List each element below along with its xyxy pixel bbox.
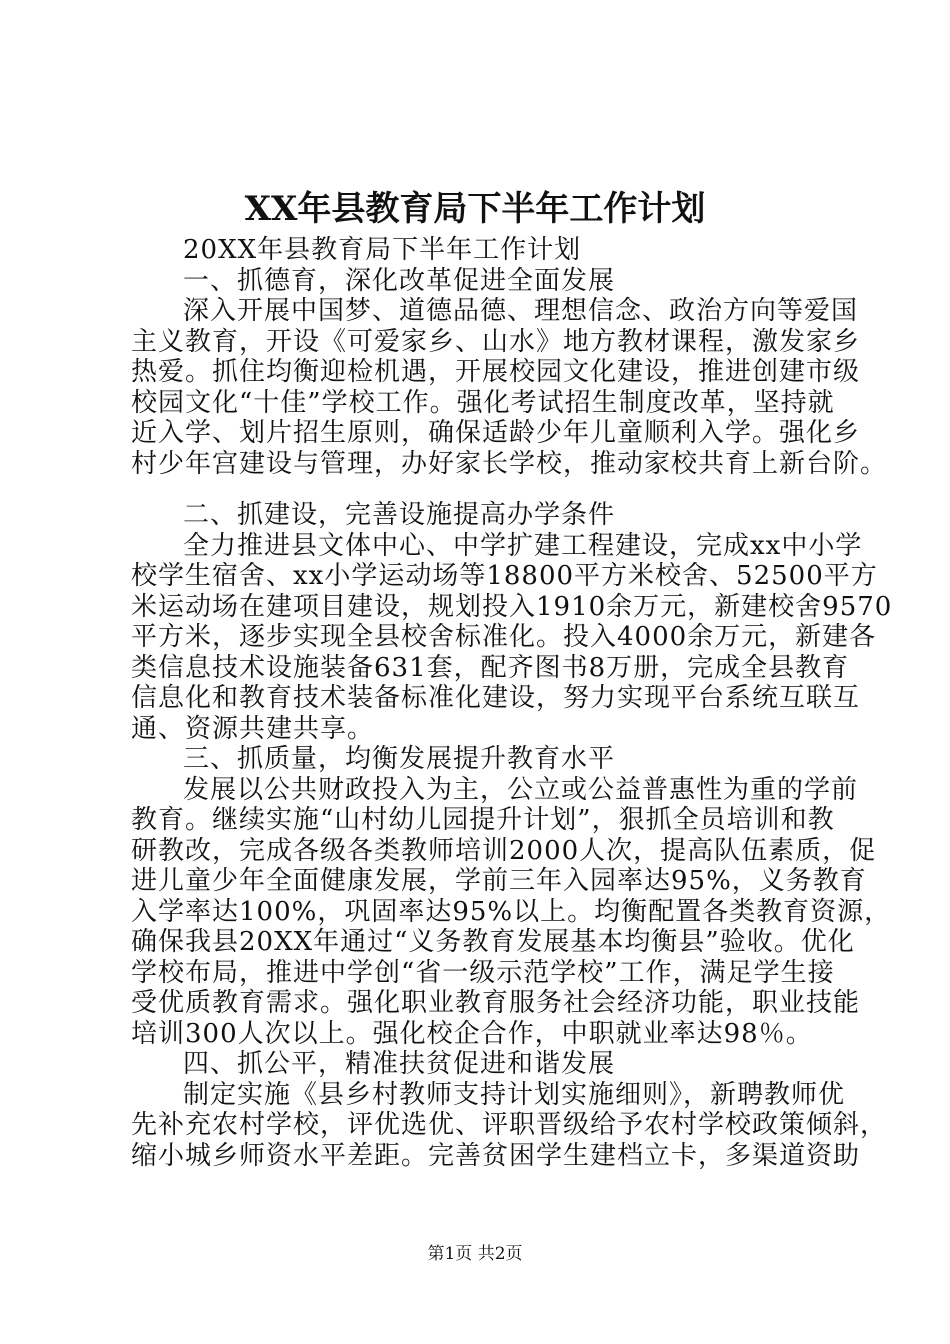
section-heading-3: 三、抓质量，均衡发展提升教育水平 <box>183 744 616 774</box>
paragraph-line: 信息化和教育技术装备标准化建设，努力实现平台系统互联互 <box>131 683 861 713</box>
paragraph-line: 主义教育，开设《可爱家乡、山水》地方教材课程，激发家乡 <box>131 326 861 357</box>
paragraph-line: 入学率达100%，巩固率达95%以上。均衡配置各类教育资源， <box>131 896 892 927</box>
subtitle-line: 20XX年县教育局下半年工作计划 <box>183 235 582 265</box>
section-heading-2: 二、抓建设，完善设施提高办学条件 <box>183 500 616 530</box>
paragraph-line: 全力推进县文体中心、中学扩建工程建设，完成xx中小学 <box>183 530 863 561</box>
paragraph-line: 培训300人次以上。强化校企合作，中职就业率达98％。 <box>131 1018 813 1049</box>
paragraph-line: 先补充农村学校，评优选优、评职晋级给予农村学校政策倾斜， <box>131 1110 888 1140</box>
paragraph-line: 确保我县20XX年通过“义务教育发展基本均衡县”验收。优化 <box>131 927 855 957</box>
paragraph-line: 研教改，完成各级各类教师培训2000人次，提高队伍素质，促 <box>131 835 877 866</box>
paragraph-line: 缩小城乡师资水平差距。完善贫困学生建档立卡，多渠道资助 <box>131 1140 861 1171</box>
paragraph-line: 深入开展中国梦、道德品德、理想信念、政治方向等爱国 <box>183 296 859 326</box>
paragraph-line: 村少年宫建设与管理，办好家长学校，推动家校共育上新台阶。 <box>131 448 888 479</box>
paragraph-line: 受优质教育需求。强化职业教育服务社会经济功能，职业技能 <box>131 988 861 1018</box>
paragraph-line: 发展以公共财政投入为主，公立或公益普惠性为重的学前 <box>183 774 859 805</box>
document-title: XX年县教育局下半年工作计划 <box>244 189 706 229</box>
paragraph-line: 学校布局，推进中学创“省一级示范学校”工作，满足学生接 <box>131 957 835 988</box>
paragraph-line: 通、资源共建共享。 <box>131 713 375 744</box>
paragraph-line: 平方米，逐步实现全县校舍标准化。投入4000余万元，新建各 <box>131 622 877 652</box>
paragraph-line: 类信息技术设施装备631套，配齐图书8万册，完成全县教育 <box>131 652 850 683</box>
paragraph-line: 制定实施《县乡村教师支持计划实施细则》，新聘教师优 <box>183 1079 846 1110</box>
paragraph-line: 校学生宿舍、xx小学运动场等18800平方米校舍、52500平方 <box>131 561 878 591</box>
page-footer: 第1页 共2页 <box>427 1244 523 1264</box>
document-body <box>131 235 893 1171</box>
paragraph-line: 热爱。抓住均衡迎检机遇，开展校园文化建设，推进创建市级 <box>131 357 861 387</box>
paragraph-line: 进儿童少年全面健康发展，学前三年入园率达95%，义务教育 <box>131 866 867 896</box>
section-heading-4: 四、抓公平，精准扶贫促进和谐发展 <box>183 1049 616 1079</box>
paragraph-line: 近入学、划片招生原则，确保适龄少年儿童顺利入学。强化乡 <box>131 418 861 448</box>
paragraph-line: 教育。继续实施“山村幼儿园提升计划”，狠抓全员培训和教 <box>131 805 835 835</box>
section-heading-1: 一、抓德育，深化改革促进全面发展 <box>183 265 616 296</box>
paragraph-line: 米运动场在建项目建设，规划投入1910余万元，新建校舍9570 <box>131 591 893 622</box>
paragraph-line: 校园文化“十佳”学校工作。强化考试招生制度改革，坚持就 <box>131 387 835 418</box>
paragraph-gap <box>131 479 851 500</box>
